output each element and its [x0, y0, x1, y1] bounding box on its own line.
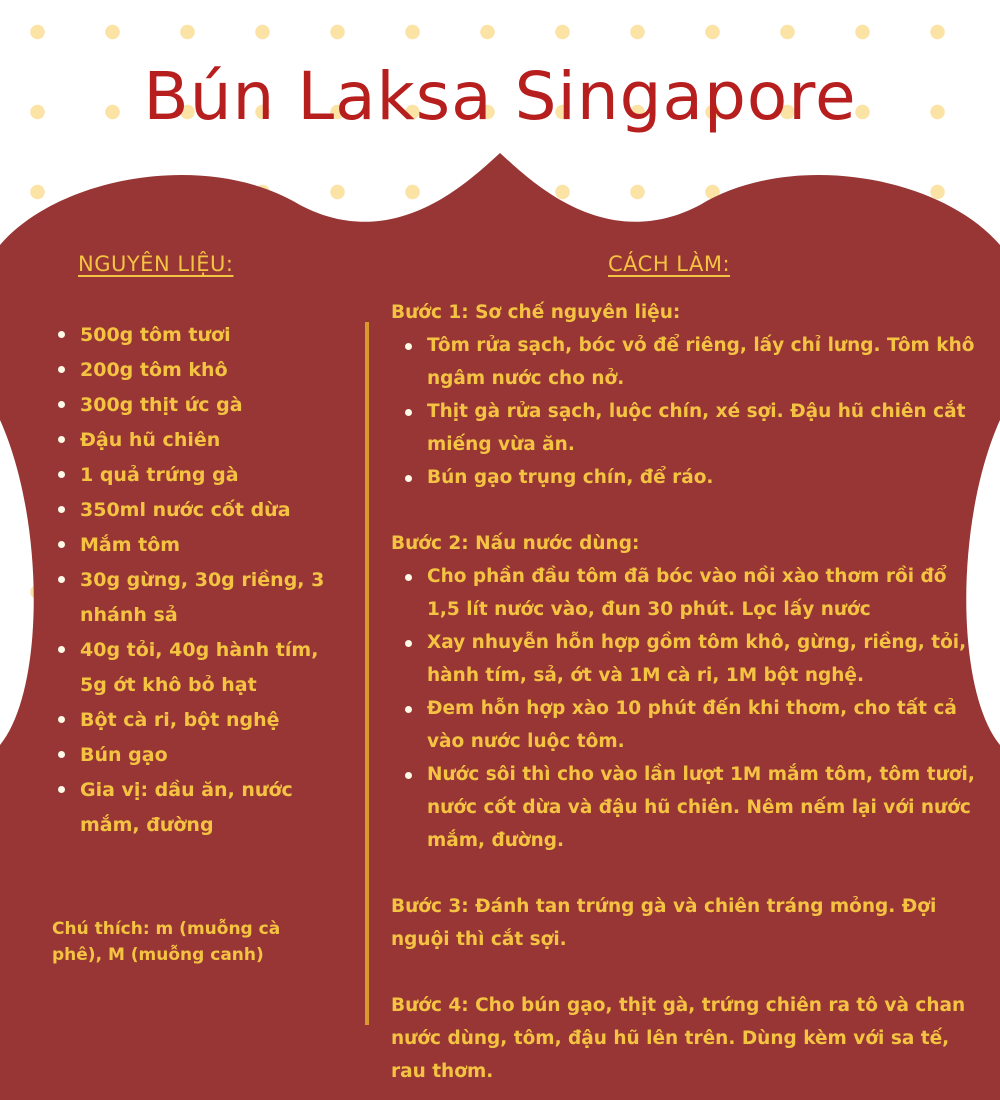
footnote: Chú thích: m (muỗng cà phê), M (muỗng canh) — [52, 919, 281, 965]
step-item: Cho phần đầu tôm đã bóc vào nồi xào thơm rồi đổ 1,5 lít nước vào, đun 30 phút. Lọc lấy nước — [427, 560, 976, 626]
ingredient-item: Đậu hũ chiên — [80, 423, 350, 458]
step-4-text: Bước 4: Cho bún gạo, thịt gà, trứng chiên ra tô và chan nước dùng, tôm, đậu hũ lên trên. Dùng kèm với sa tế, rau thơm. — [391, 995, 966, 1082]
ingredient-item: 40g tỏi, 40g hành tím, 5g ớt khô bỏ hạt — [80, 633, 350, 703]
ingredients-heading: NGUYÊN LIỆU: — [78, 252, 234, 276]
step-2-list — [427, 560, 976, 857]
ingredient-item: 350ml nước cốt dừa — [80, 493, 350, 528]
ingredients-list — [80, 318, 350, 843]
ingredient-item: Bột cà ri, bột nghệ — [80, 703, 350, 738]
page-title: Bún Laksa Singapore — [143, 58, 857, 135]
step-item: Thịt gà rửa sạch, luộc chín, xé sợi. Đậu hũ chiên cắt miếng vừa ăn. — [427, 395, 976, 461]
ingredient-item: 30g gừng, 30g riềng, 3 nhánh sả — [80, 563, 350, 633]
step-2-title: Bước 2: Nấu nước dùng: — [391, 533, 640, 554]
ingredient-item: 300g thịt ức gà — [80, 388, 350, 423]
step-item: Bún gạo trụng chín, để ráo. — [427, 461, 976, 494]
ingredient-item: Bún gạo — [80, 738, 350, 773]
ingredient-item: Mắm tôm — [80, 528, 350, 563]
method-steps — [391, 296, 976, 1088]
ingredient-item: 500g tôm tươi — [80, 318, 350, 353]
step-item: Đem hỗn hợp xào 10 phút đến khi thơm, cho tất cả vào nước luộc tôm. — [427, 692, 976, 758]
step-3-text: Bước 3: Đánh tan trứng gà và chiên tráng mỏng. Đợi nguội thì cắt sợi. — [391, 896, 937, 950]
ingredient-item: Gia vị: dầu ăn, nước mắm, đường — [80, 773, 350, 843]
method-heading: CÁCH LÀM: — [608, 252, 731, 276]
step-item: Nước sôi thì cho vào lần lượt 1M mắm tôm, tôm tươi, nước cốt dừa và đậu hũ chiên. Nêm nếm lại với nước mắm, đường. — [427, 758, 976, 857]
step-1-list — [427, 329, 976, 494]
step-item: Xay nhuyễn hỗn hợp gồm tôm khô, gừng, riềng, tỏi, hành tím, sả, ớt và 1M cà ri, 1M bột nghệ. — [427, 626, 976, 692]
ingredient-item: 200g tôm khô — [80, 353, 350, 388]
step-item: Tôm rửa sạch, bóc vỏ để riêng, lấy chỉ lưng. Tôm khô ngâm nước cho nở. — [427, 329, 976, 395]
step-1-title: Bước 1: Sơ chế nguyên liệu: — [391, 302, 681, 323]
ingredient-item: 1 quả trứng gà — [80, 458, 350, 493]
column-divider — [365, 322, 369, 1025]
